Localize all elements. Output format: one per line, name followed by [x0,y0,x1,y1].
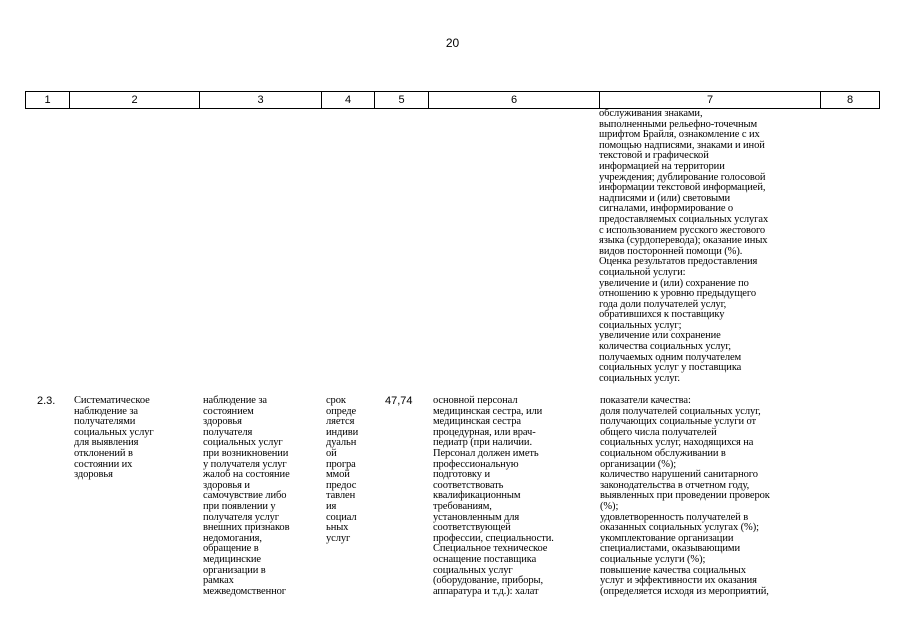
header-col-6: 6 [429,92,600,108]
header-col-5: 5 [375,92,429,108]
service-description: наблюдение за состоянием здоровья получателя социальных услуг при возникновении у получателя услуг жалоб на состояние здоровья и самочувствие либо при появлении у получателя услуг внешних признаков недомогания, обращение в медицинские организации в рамках межведомственног [203,395,290,597]
row-number: 2.3. [37,395,56,407]
header-col-2: 2 [70,92,200,108]
header-col-3: 3 [200,92,322,108]
quality-indicators: показатели качества: доля получателей социальных услуг, получающих социальные услуги от общего числа получателей социальных услуг, находящихся на социальном обслуживании в организации (%); количество нарушений санитарного законодательства в отчетном году, выявленных при проведении проверок (%); удовлетворенность получателей в оказанных социальных услугах (%); укомплектование организации специалистами, оказывающими социальные услуги (%); повышение качества социальных услуг и эффективности их оказания (определяется исходя из мероприятий, [600,395,770,597]
page-number: 20 [445,36,460,50]
continuation-col7-text: обслуживания знаками, выполненными рельефно-точечным шрифтом Брайля, ознакомление с их помощью надписями, знаками и иной текстовой и графической информацией на территории учреждения; дублирование голосовой информации текстовой информацией, надписями и (или) световыми сигналами, информирование о предоставляемых социальных услугах с использованием русского жестового языка (сурдоперевода); оказание иных видов посторонней помощи (%). Оценка результатов предоставления социальной услуги: увеличение и (или) сохранение по отношению к уровню предыдущего года доли получателей услуг, обратившихся к поставщику социальных услуг; увеличение или сохранение количества социальных услуг, получаемых одним получателем социальных услуг у поставщика социальных услуг. [599,108,769,384]
header-col-8: 8 [846,94,854,106]
table-header-row [25,91,880,109]
service-tariff: 47,74 [385,395,413,407]
header-col-7: 7 [600,92,821,108]
service-conditions: основной персонал медицинская сестра, или медицинская сестра процедурная, или врач- педиатр (при наличии. Персонал должен иметь профессиональную подготовку и соответствовать квалификационным требованиям, установленным для соответствующей профессии, специальности. Специальное техническое оснащение поставщика социальных услуг (оборудование, приборы, аппаратура и т.д.): халат [433,395,554,597]
header-col-1: 1 [26,92,70,108]
service-term: срок опреде ляется индиви дуальн ой програ ммой предос тавлен ия социал ьных услуг [326,395,359,544]
header-col-4: 4 [322,92,375,108]
service-name: Систематическое наблюдение за получателями социальных услуг для выявления отклонений в состоянии их здоровья [74,395,154,481]
